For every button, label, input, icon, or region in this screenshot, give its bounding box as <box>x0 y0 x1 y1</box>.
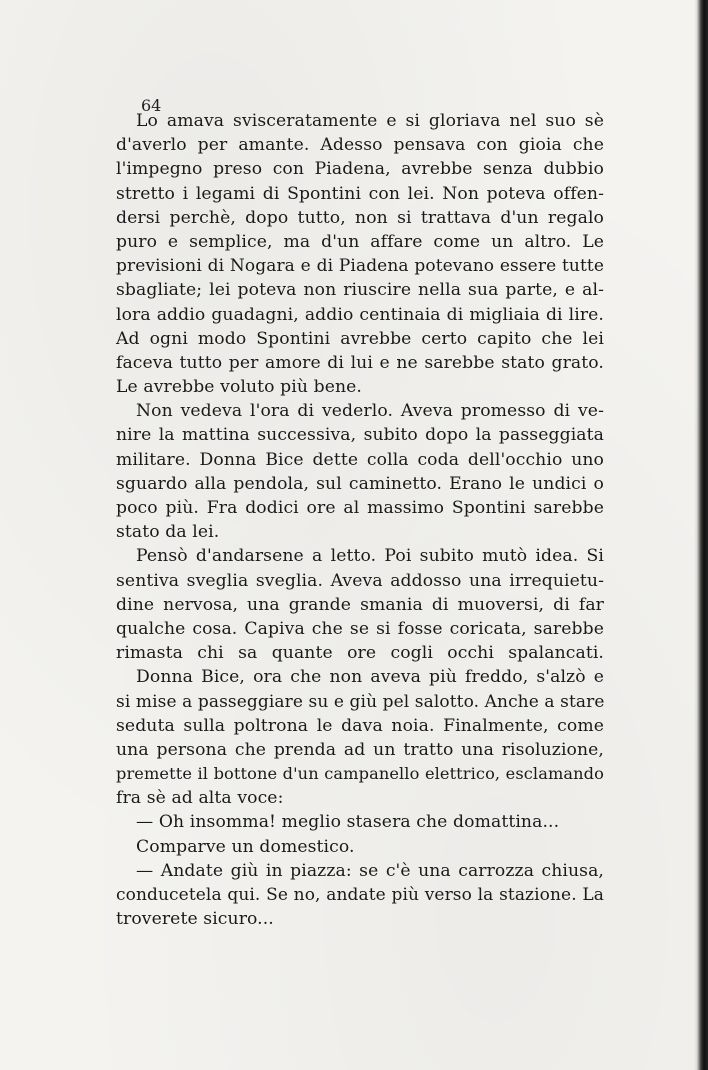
text-line: Pensò d'andarsene a letto. Poi subito mutò idea. Si <box>136 546 604 567</box>
text-line: si mise a passeggiare su e giù pel salotto. Anche a stare <box>116 691 605 712</box>
text-line: lora addio guadagni, addio centinaia di migliaia di lire. <box>116 304 604 325</box>
text-line: seduta sulla poltrona le dava noia. Finalmente, come <box>116 715 604 736</box>
paragraph <box>116 835 604 859</box>
body-text <box>116 109 604 931</box>
text-line: — Andate giù in piazza: se c'è una carrozza chiusa, <box>136 860 604 881</box>
text-line: premette il bottone d'un campanello elettrico, esclamando <box>116 764 604 784</box>
text-line: l'impegno preso con Piadena, avrebbe senza dubbio <box>116 159 604 180</box>
page-number: 64 <box>141 96 162 115</box>
text-line: qualche cosa. Capiva che se si fosse coricata, sarebbe <box>116 618 604 639</box>
binding-edge <box>694 0 708 1070</box>
paragraph <box>116 544 604 665</box>
paragraph <box>116 810 604 834</box>
text-line: Le avrebbe voluto più bene. <box>116 377 362 398</box>
text-line: Lo amava svisceratamente e si gloriava nel suo sè <box>136 111 604 131</box>
text-line: faceva tutto per amore di lui e ne sarebbe stato grato. <box>116 352 604 373</box>
text-line: militare. Donna Bice dette colla coda dell'occhio uno <box>116 449 604 470</box>
paragraph <box>116 859 604 932</box>
text-line: conducetela qui. Se no, andate più verso la stazione. La <box>116 885 604 905</box>
text-line: sentiva sveglia sveglia. Aveva addosso una irrequietu- <box>116 570 604 591</box>
text-line: dersi perchè, dopo tutto, non si trattava d'un regalo <box>116 207 604 228</box>
text-line: — Oh insomma! meglio stasera che domattina... <box>136 812 560 833</box>
text-line: Comparve un domestico. <box>136 836 355 857</box>
text-line: previsioni di Nogara e di Piadena potevano essere tutte <box>116 256 604 277</box>
text-line: sguardo alla pendola, sul caminetto. Erano le undici o <box>116 473 604 494</box>
text-line: puro e semplice, ma d'un affare come un altro. Le <box>116 231 604 252</box>
text-line: Non vedeva l'ora di vederlo. Aveva promesso di ve- <box>136 401 604 422</box>
text-line: d'averlo per amante. Adesso pensava con gioia che <box>116 135 604 156</box>
text-line: rimasta chi sa quante ore cogli occhi spalancati. <box>116 643 604 664</box>
paragraph <box>116 399 604 544</box>
paragraph <box>116 109 604 399</box>
text-line: Donna Bice, ora che non aveva più freddo, s'alzò e <box>136 667 604 688</box>
text-line: poco più. Fra dodici ore al massimo Spontini sarebbe <box>116 498 604 518</box>
text-line: fra sè ad alta voce: <box>116 788 284 809</box>
text-line: troverete sicuro... <box>116 909 274 930</box>
text-line: sbagliate; lei poteva non riuscire nella sua parte, e al- <box>116 280 604 301</box>
text-line: Ad ogni modo Spontini avrebbe certo capito che lei <box>116 328 604 349</box>
text-line: stretto i legami di Spontini con lei. Non poteva offen- <box>116 183 604 204</box>
text-line: nire la mattina successiva, subito dopo la passeggiata <box>116 425 604 446</box>
text-line: dine nervosa, una grande smania di muoversi, di far <box>116 594 604 615</box>
text-line: una persona che prenda ad un tratto una risoluzione, <box>116 739 604 760</box>
text-line: stato da lei. <box>116 522 220 543</box>
paragraph <box>116 665 604 810</box>
